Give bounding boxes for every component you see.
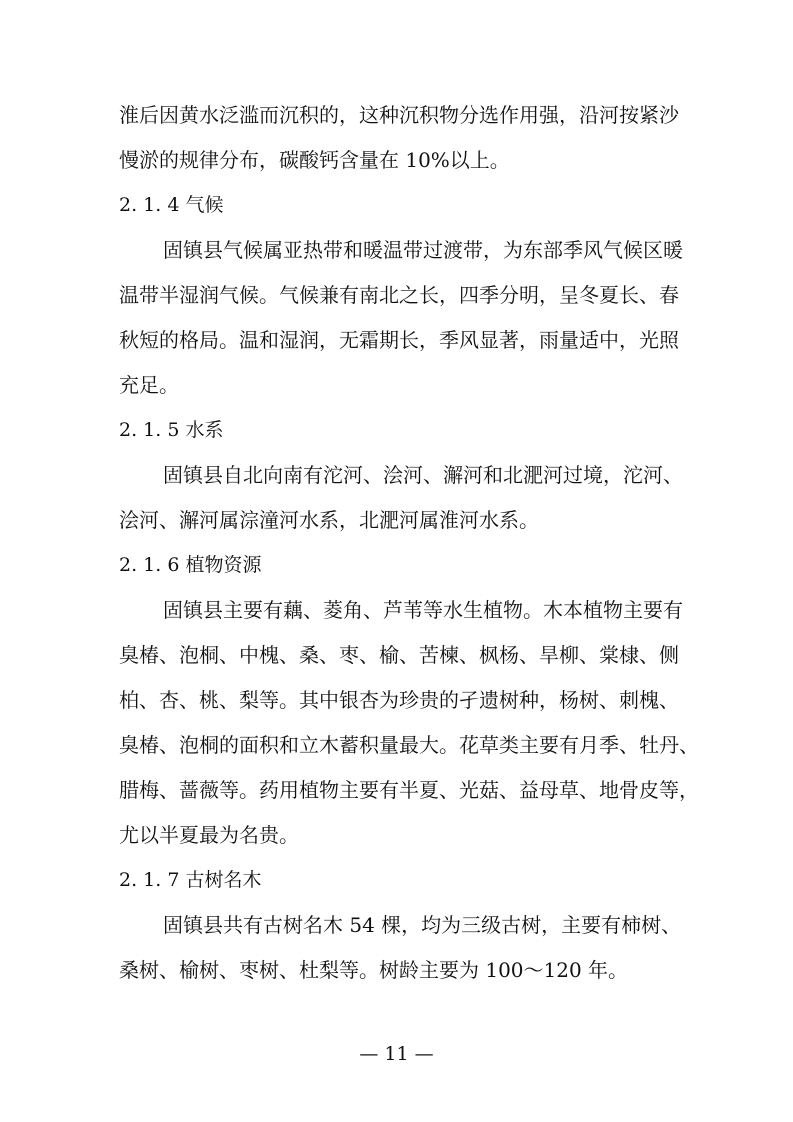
section-heading-water-system: 2. 1. 5 水系 <box>119 419 224 441</box>
section-heading-plant-resources: 2. 1. 6 植物资源 <box>119 554 262 576</box>
body-text-line: 柏、杏、桃、梨等。其中银杏为珍贵的孑遗树种，杨树、刺槐、 <box>119 688 679 712</box>
body-text-line: 固镇县共有古树名木 54 棵，均为三级古树，主要有柿树、 <box>163 913 682 937</box>
body-text-line: 充足。 <box>119 373 179 397</box>
section-heading-ancient-trees: 2. 1. 7 古树名木 <box>119 869 262 891</box>
body-text-line: 尤以半夏最为名贵。 <box>119 823 299 847</box>
body-text-line: 桑树、榆树、枣树、杜梨等。树龄主要为 100～120 年。 <box>119 958 629 982</box>
body-text-line: 固镇县主要有藕、菱角、芦苇等水生植物。木本植物主要有 <box>163 598 683 622</box>
section-heading-climate: 2. 1. 4 气候 <box>119 194 224 216</box>
body-text-line: 慢淤的规律分布，碳酸钙含量在 10%以上。 <box>119 148 510 172</box>
body-text-line: 淮后因黄水泛滥而沉积的，这种沉积物分选作用强，沿河按紧沙 <box>119 103 679 127</box>
body-text-line: 腊梅、蔷薇等。药用植物主要有半夏、光菇、益母草、地骨皮等， <box>119 778 699 802</box>
body-text-line: 臭椿、泡桐、中槐、桑、枣、榆、苦楝、枫杨、旱柳、棠棣、侧 <box>119 643 679 667</box>
body-text-line: 温带半湿润气候。气候兼有南北之长，四季分明，呈冬夏长、春 <box>119 283 679 307</box>
body-text-line: 臭椿、泡桐的面积和立木蓄积量最大。花草类主要有月季、牡丹、 <box>119 733 699 757</box>
page-number: — 11 — <box>359 1043 434 1065</box>
body-text-line: 固镇县自北向南有沱河、浍河、澥河和北淝河过境，沱河、 <box>163 463 683 487</box>
body-text-line: 浍河、澥河属淙潼河水系，北淝河属淮河水系。 <box>119 508 539 532</box>
body-text-line: 固镇县气候属亚热带和暖温带过渡带，为东部季风气候区暖 <box>163 238 683 262</box>
body-text-line: 秋短的格局。温和湿润，无霜期长，季风显著，雨量适中，光照 <box>119 328 679 352</box>
